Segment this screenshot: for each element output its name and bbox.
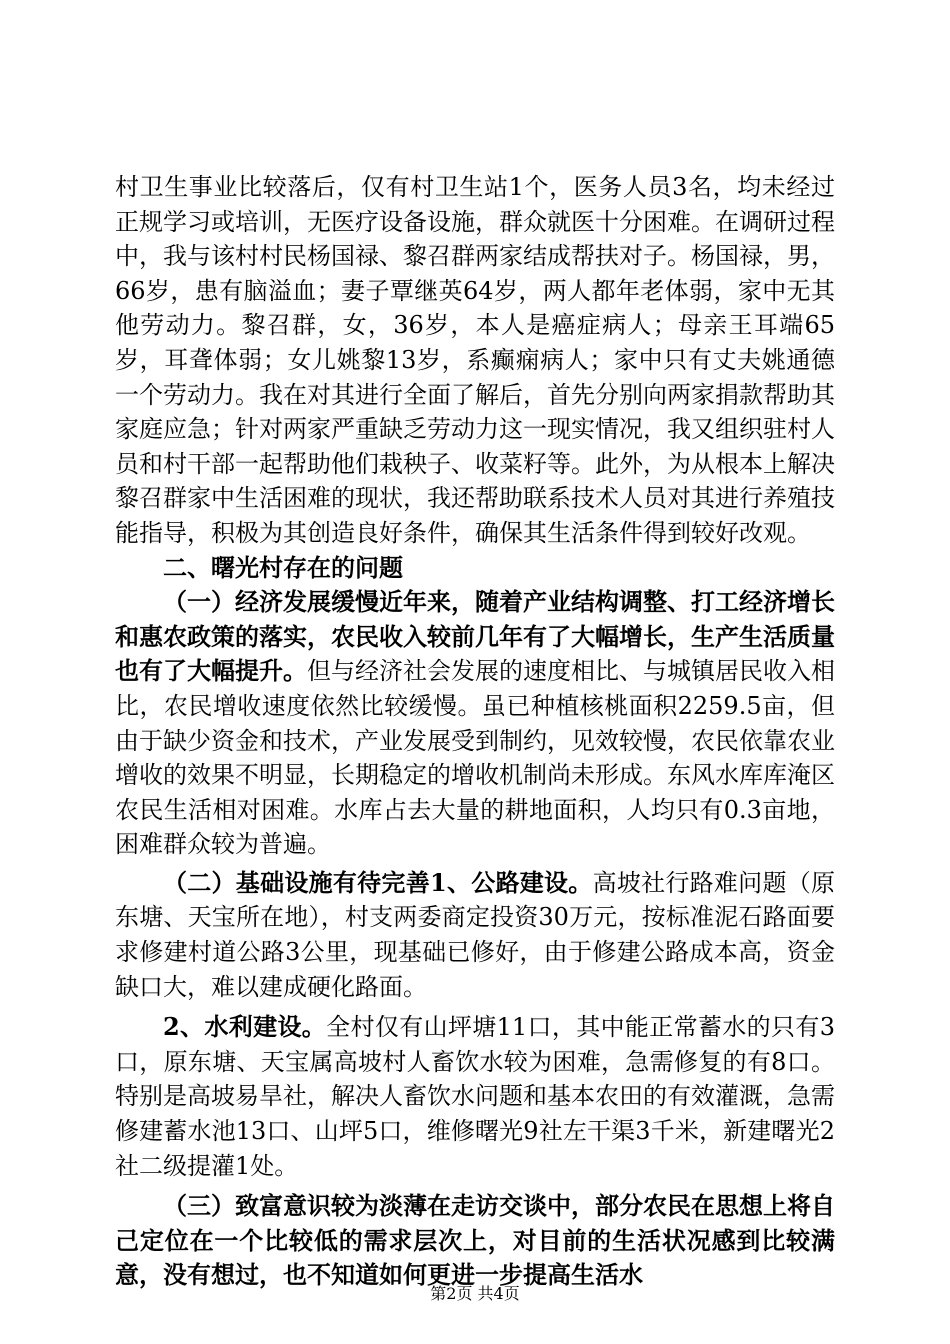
document-body [115,170,835,1293]
paragraph-water-bold: 2、水利建设。 [163,1012,327,1042]
paragraph-economy [115,585,835,862]
paragraph-economy-bold: （一）经济发展缓慢近年来，随着产业结构调整、打工经济增长和惠农政策的落实，农民收入较前几年有了大幅增长，生产生活质量也有了大幅提升。 [115,587,835,686]
paragraph-infrastructure [115,866,835,1004]
paragraph-infrastructure-text: 高坡社行路难问题（原东塘、天宝所在地），村支两委商定投资30万元，按标准泥石路面要求修建村道公路3公里，现基础已修好，由于修建公路成本高，资金缺口大，难以建成硬化路面。 [115,868,835,1001]
paragraph-economy-text: 但与经济社会发展的速度相比、与城镇居民收入相比，农民增收速度依然比较缓慢。虽已种植核桃面积2259.5亩，但由于缺少资金和技术，产业发展受到制约，见效较慢，农民依靠农业增收的效果不明显，长期稳定的增收机制尚未形成。东风水库库淹区农民生活相对困难。水库占去大量的耕地面积，人均只有0.3亩地，困难群众较为普遍。 [115,657,835,859]
page-footer: 第2页 共4页 [430,1284,520,1303]
paragraph-water [115,1010,835,1183]
paragraph-awareness-bold: （三）致富意识较为淡薄在走访交谈中，部分农民在思想上将自己定位在一个比较低的需求层次上，对目前的生活状况感到比较满意，没有想过，也不知道如何更进一步提高生活水 [115,1191,835,1290]
paragraph-water-text: 全村仅有山坪塘11口，其中能正常蓄水的只有3口，原东塘、天宝属高坡村人畜饮水较为困难，急需修复的有8口。特别是高坡易旱社，解决人畜饮水问题和基本农田的有效灌溉，急需修建蓄水池13口、山坪5口，维修曙光9社左干渠3千米，新建曙光2社二级提灌1处。 [115,1013,836,1180]
paragraph-infrastructure-bold: （二）基础设施有待完善1、公路建设。 [163,867,593,897]
paragraph-assistance: 村卫生事业比较落后，仅有村卫生站1个，医务人员3名，均未经过正规学习或培训，无医疗设备设施，群众就医十分困难。在调研过程中，我与该村村民杨国禄、黎召群两家结成帮扶对子。杨国禄，男，66岁，患有脑溢血；妻子覃继英64岁，两人都年老体弱，家中无其他劳动力。黎召群，女，36岁，本人是癌症病人；母亲王耳端65岁，耳聋体弱；女儿姚黎13岁，系癫痫病人；家中只有丈夫姚通德一个劳动力。我在对其进行全面了解后，首先分别向两家捐款帮助其家庭应急；针对两家严重缺乏劳动力这一现实情况，我又组织驻村人员和村干部一起帮助他们栽秧子、收菜籽等。此外，为从根本上解决黎召群家中生活困难的现状，我还帮助联系技术人员对其进行养殖技能指导，积极为其创造良好条件，确保其生活条件得到较好改观。 [115,173,835,547]
paragraph-awareness [115,1189,835,1293]
section-heading-problems: 二、曙光村存在的问题 [163,552,403,582]
